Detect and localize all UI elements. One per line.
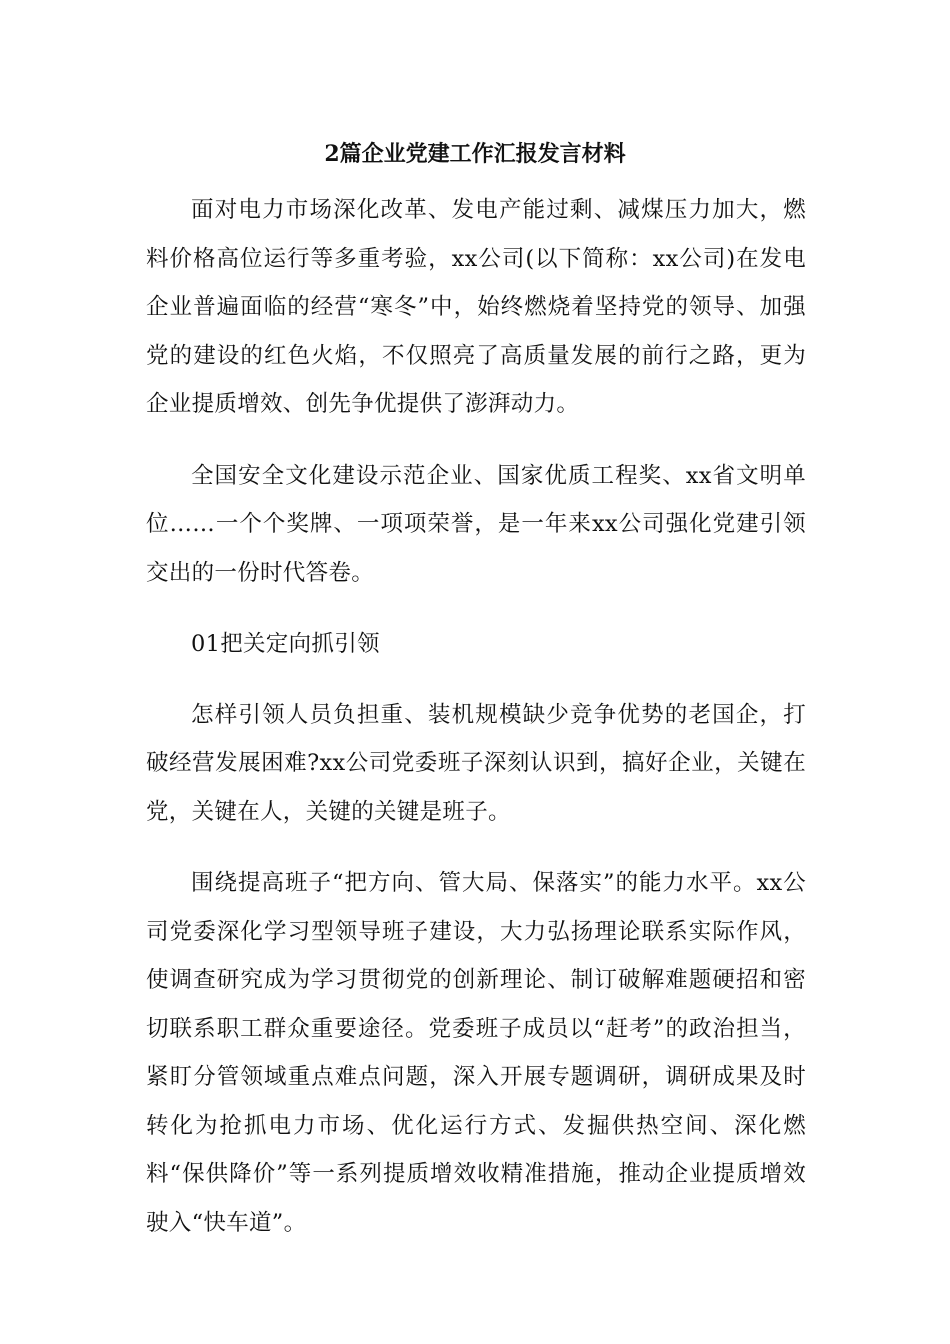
paragraph-leadership: 怎样引领人员负担重、装机规模缺少竞争优势的老国企，打破经营发展困难?xx公司党委班子深刻认识到，搞好企业，关键在党，关键在人，关键的关键是班子。 (146, 701, 806, 825)
paragraph-intro: 面对电力市场深化改革、发电产能过剩、减煤压力加大，燃料价格高位运行等多重考验，xx公司(以下简称：xx公司)在发电企业普遍面临的经营“寒冬”中，始终燃烧着坚持党的领导、加强党的建设的红色火焰，不仅照亮了高质量发展的前行之路，更为企业提质增效、创先争优提供了澎湃动力。 (146, 197, 806, 417)
document-body (146, 186, 806, 1270)
paragraph-honors: 全国安全文化建设示范企业、国家优质工程奖、xx省文明单位……一个个奖牌、一项项荣誉，是一年来xx公司强化党建引领交出的一份时代答卷。 (146, 462, 806, 586)
paragraph-team-building: 围绕提高班子“把方向、管大局、保落实”的能力水平。xx公司党委深化学习型领导班子建设，大力弘扬理论联系实际作风，使调查研究成为学习贯彻党的创新理论、制订破解难题硬招和密切联系职工群众重要途径。党委班子成员以“赶考”的政治担当，紧盯分管领域重点难点问题，深入开展专题调研，调研成果及时转化为抢抓电力市场、优化运行方式、发掘供热空间、深化燃料“保供降价”等一系列提质增效收精准措施，推动企业提质增效驶入“快车道”。 (146, 870, 806, 1236)
section-heading: 01把关定向抓引领 (191, 631, 380, 657)
document-title: 2篇企业党建工作汇报发言材料 (324, 141, 626, 167)
